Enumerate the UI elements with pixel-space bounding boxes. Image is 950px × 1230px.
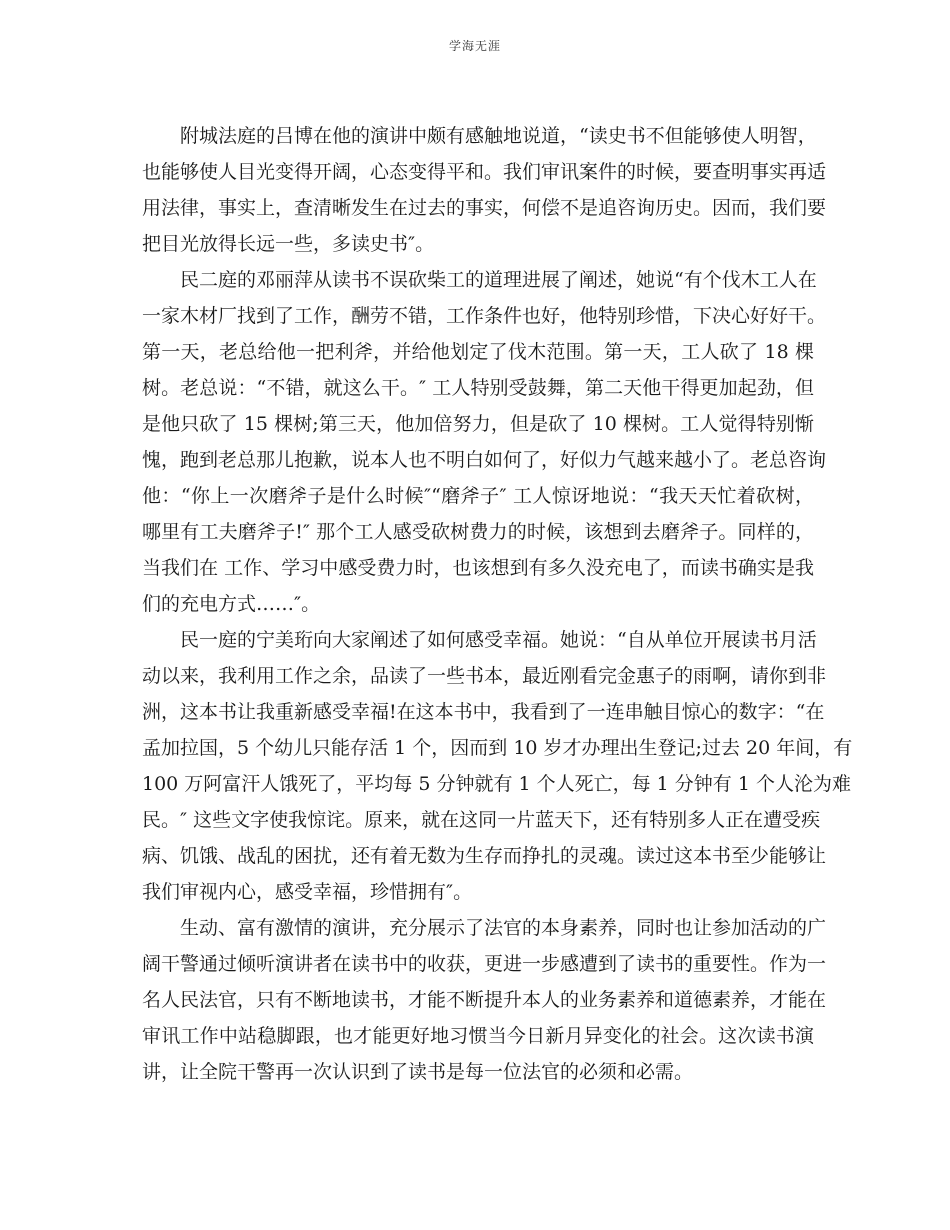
- text-line: 动以来，我利用工作之余，品读了一些书本，最近刚看完金惠子的雨啊，请你到非: [142, 665, 827, 687]
- text-line: 用法律，事实上，查清晰发生在过去的事实，何偿不是追咨询历史。因而，我们要: [142, 197, 827, 219]
- paragraph-4: [142, 910, 827, 1090]
- text-line: 病、饥饿、战乱的困扰，还有着无数为生存而挣扎的灵魂。读过这本书至少能够让: [142, 845, 827, 867]
- text-line: 民。″ 这些文字使我惊诧。原来，就在这同一片蓝天下，还有特别多人正在遭受疾: [142, 809, 821, 831]
- text-line: 民二庭的邓丽萍从读书不误砍柴工的道理进展了阐述，她说“有个伐木工人在: [180, 269, 817, 291]
- text-line: 愧，跑到老总那儿抱歉，说本人也不明白如何了，好似力气越来越小了。老总咨询: [142, 449, 827, 471]
- text-line: 第一天，老总给他一把利斧，并给他划定了伐木范围。第一天，工人砍了 18 棵: [142, 341, 814, 363]
- text-line: 是他只砍了 15 棵树;第三天，他加倍努力，但是砍了 10 棵树。工人觉得特别惭: [142, 413, 814, 435]
- text-line: 洲，这本书让我重新感受幸福!在这本书中，我看到了一连串触目惊心的数字：“在: [142, 701, 825, 723]
- text-line: 树。老总说：“不错，就这么干。″ 工人特别受鼓舞，第二天他干得更加起劲，但: [142, 377, 814, 399]
- text-line: 当我们在 工作、学习中感受费力时，也该想到有多久没充电了，而读书确实是我: [142, 557, 814, 579]
- text-line: 孟加拉国，5 个幼儿只能存活 1 个，因而到 10 岁才办理出生登记;过去 20 年间，有: [142, 737, 853, 759]
- page-header: 学海无涯: [448, 39, 501, 53]
- paragraph-1: [142, 118, 827, 262]
- text-line: 也能够使人目光变得开阔，心态变得平和。我们审讯案件的时候，要查明事实再适: [142, 161, 827, 183]
- text-line: 把目光放得长远一些，多读史书″。: [142, 233, 435, 255]
- text-line: 讲，让全院干警再一次认识到了读书是每一位法官的必须和必需。: [142, 1061, 694, 1083]
- text-line: 审讯工作中站稳脚跟，也才能更好地习惯当今日新月异变化的社会。这次读书演: [142, 1025, 814, 1047]
- text-line: 名人民法官，只有不断地读书，才能不断提升本人的业务素养和道德素养，才能在: [142, 989, 827, 1011]
- text-line: 们的充电方式……″。: [142, 593, 321, 615]
- document-body: [142, 118, 853, 1090]
- text-line: 100 万阿富汗人饿死了，平均每 5 分钟就有 1 个人死亡，每 1 分钟有 1 个人沦为难: [142, 773, 851, 795]
- text-line: 一家木材厂找到了工作，酬劳不错，工作条件也好，他特别珍惜，下决心好好干。: [142, 305, 827, 327]
- paragraph-3: [142, 622, 853, 910]
- text-line: 附城法庭的吕博在他的演讲中颇有感触地说道，“读史书不但能够使人明智，: [180, 125, 817, 147]
- text-line: 哪里有工夫磨斧子!″ 那个工人感受砍树费力的时候，该想到去磨斧子。同样的，: [142, 521, 814, 543]
- paragraph-2: [142, 262, 827, 622]
- text-line: 他：“你上一次磨斧子是什么时候″“磨斧子″ 工人惊讶地说：“我天天忙着砍树，: [142, 485, 814, 507]
- text-line: 我们审视内心，感受幸福，珍惜拥有″。: [142, 881, 473, 903]
- text-line: 民一庭的宁美珩向大家阐述了如何感受幸福。她说：“自从单位开展读书月活: [180, 629, 817, 651]
- text-line: 阔干警通过倾听演讲者在读书中的收获，更进一步感遭到了读书的重要性。作为一: [142, 953, 827, 975]
- text-line: 生动、富有激情的演讲，充分展示了法官的本身素养，同时也让参加活动的广: [180, 917, 827, 939]
